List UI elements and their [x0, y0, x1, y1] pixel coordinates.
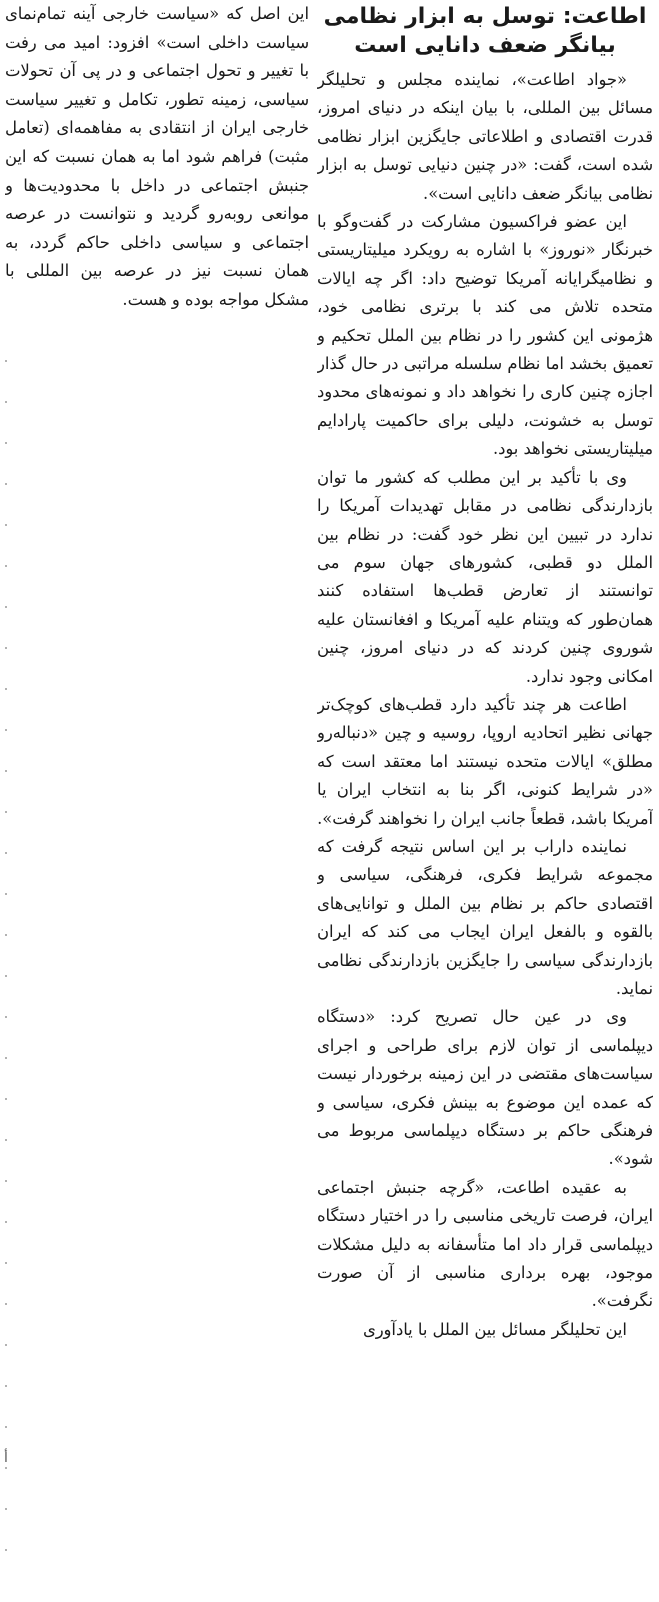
paragraph-5: نماینده داراب بر این اساس نتیجه گرفت که مجموعه شرایط فکری، فرهنگی، سیاسی و اقتصادی حاکم بر نظام بین الملل و توانایی‌های بالقوه و بالفعل ایران ایجاب می کند که ایران بازدارندگی سیاسی را جایگزین بازدارندگی نظامی نماید.: [317, 836, 653, 998]
edge-dot: [5, 1426, 7, 1428]
edge-dot: [5, 360, 7, 362]
edge-dot: [5, 1098, 7, 1100]
paragraph-4: اطاعت هر چند تأکید دارد قطب‌های کوچک‌تر جهانی نظیر اتحادیه اروپا، روسیه و چین «دنباله‌رو مطلق» ایالات متحده نیستند اما معتقد است که «در شرایط کنونی، اگر بنا به انتخاب ایران یا آمریکا باشد، قطعاً جانب ایران را نخواهند گرفت».: [317, 694, 653, 828]
paragraph-8: این تحلیلگر مسائل بین الملل با یادآوری: [362, 1319, 627, 1339]
edge-dot: [5, 770, 7, 772]
edge-dot: [5, 1303, 7, 1305]
edge-dot: [5, 852, 7, 854]
edge-dot: [5, 606, 7, 608]
article-right-column: [317, 0, 653, 1602]
edge-dot: [5, 1262, 7, 1264]
edge-dot: [5, 1549, 7, 1551]
edge-dot: [5, 934, 7, 936]
edge-dot: [5, 1057, 7, 1059]
paragraph-2: این عضو فراکسیون مشارکت در گفت‌وگو با خبرنگار «نوروز» با اشاره به رویکرد میلیتاریستی و نظامیگرایانه آمریکا توضیح داد: اگر چه ایالات متحده تلاش می کند با برتری نظامی خود، هژمونی این کشور را در نظام بین الملل تحکیم و تعمیق بخشد اما نظام سلسله مراتبی در حال گذار اجازه چنین کاری را نخواهد داد و نمونه‌های محدود توسل به خشونت، دلیلی برای حاکمیت پارادایم میلیتاریستی نخواهد بود.: [317, 212, 653, 459]
paragraph-7: به عقیده اطاعت، «گرچه جنبش اجتماعی ایران، فرصت تاریخی مناسبی را در اختیار دستگاه دیپلماسی قرار داد اما متأسفانه به دلیل مشکلات موجود، بهره برداری مناسبی از آن صورت نگرفت».: [317, 1177, 653, 1311]
edge-dot: [5, 1180, 7, 1182]
edge-dot: [5, 524, 7, 526]
paragraph-3: وی با تأکید بر این مطلب که کشور ما توان بازدارندگی نظامی در مقابل تهدیدات آمریکا را ندارد در تبیین این نظر خود گفت: در نظام بین الملل دو قطبی، کشورهای جهان سوم می توانستند از تعارض قطب‌ها استفاده کنند همان‌طور که ویتنام علیه آمریکا و افغانستان علیه شوروی چنین کردند که در دنیای امروز، چنین امکانی وجود ندارد.: [317, 467, 653, 686]
edge-dot: [5, 565, 7, 567]
article-headline: [317, 0, 653, 60]
edge-dot: [5, 442, 7, 444]
edge-dot: [5, 1467, 7, 1469]
edge-dot: [5, 1016, 7, 1018]
paragraph-1: «جواد اطاعت»، نماینده مجلس و تحلیلگر مسائل بین المللی، با بیان اینکه در دنیای امروز، قدرت اقتصادی و اطلاعاتی جایگزین ابزار نظامی شده است، گفت: «در چنین دنیایی توسل به ابزار نظامی بیانگر ضعف دانایی است».: [317, 70, 653, 203]
paragraph-continued: این اصل که «سیاست خارجی آینه تمام‌نمای سیاست داخلی است» افزود: امید می رفت با تغییر و تحول اجتماعی و در پی آن تحولات سیاسی، زمینه تطور، تکامل و تغییر سیاست خارجی ایران از انتقادی به مفاهمه‌ای (تعامل مثبت) فراهم شود اما به همان نسبت که این جنبش اجتماعی در داخل با محدودیت‌ها و موانعی روبه‌رو گردید و نتوانست در عرصه اجتماعی و سیاسی داخلی حاکم گردد، به همان نسبت نیز در عرصه بین المللی با مشکل مواجه بوده و هست.: [5, 4, 309, 309]
article-left-column: [5, 0, 309, 360]
edge-dot: [5, 1344, 7, 1346]
edge-dot: [5, 1385, 7, 1387]
edge-dot: [5, 975, 7, 977]
stray-glyph: أ: [4, 1450, 8, 1466]
headline-kicker: اطاعت:: [562, 4, 647, 29]
edge-dot: [5, 688, 7, 690]
edge-dot: [5, 483, 7, 485]
edge-dot: [5, 1221, 7, 1223]
paragraph-6: وی در عین حال تصریح کرد: «دستگاه دیپلماسی از توان لازم برای طراحی و اجرای سیاست‌های مقتضی در این زمینه برخوردار نیست که عمده این موضوع به بینش فکری، سیاسی و فرهنگی حاکم بر دستگاه دیپلماسی مربوط می شود».: [317, 1007, 653, 1169]
edge-dot: [5, 1508, 7, 1510]
column-edge-dots: [2, 360, 10, 1600]
headline-text: توسل به ابزار نظامی بیانگر ضعف دانایی است: [323, 4, 616, 58]
edge-dot: [5, 401, 7, 403]
edge-dot: [5, 729, 7, 731]
edge-dot: [5, 1139, 7, 1141]
edge-dot: [5, 811, 7, 813]
edge-dot: [5, 893, 7, 895]
edge-dot: [5, 647, 7, 649]
